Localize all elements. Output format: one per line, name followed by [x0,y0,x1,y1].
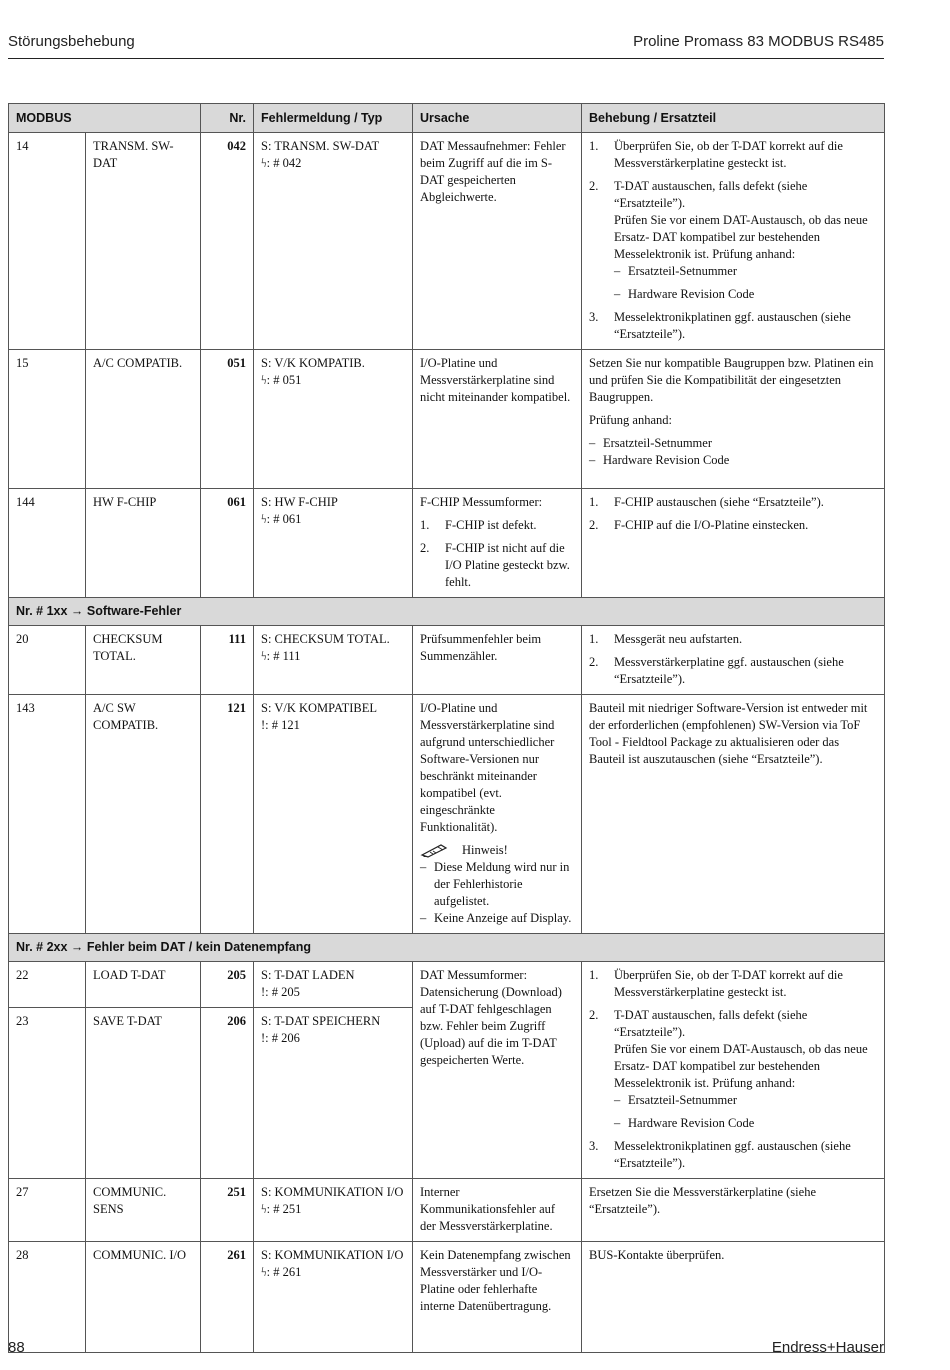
list-item: – Diese Meldung wird nur in der Fehlerhistorie aufgelistet. [420,859,574,910]
table-row [9,350,885,489]
cause-text: Interner Kommunikationsfehler auf der Messverstärkerplatine. [413,1178,582,1241]
modbus-code: 144 [9,488,86,597]
modbus-name: COMMUNIC. SENS [86,1178,201,1241]
cause-text: DAT Messumformer: Datensicherung (Download) auf T-DAT fehlgeschlagen bzw. Fehler beim Zugriff (Upload) auf die im T-DAT gespeicherten Werte. [413,961,582,1178]
message-text: S: T-DAT LADEN [261,967,355,982]
modbus-code: 20 [9,625,86,694]
col-header-nr: Nr. [201,104,254,133]
modbus-code: 28 [9,1241,86,1352]
error-number: 042 [227,139,246,153]
cause-text: DAT Messaufnehmer: Fehler beim Zugriff auf die im S-DAT gespeicherten Abgleichwerte. [413,133,582,350]
modbus-name: A/C SW COMPATIB. [86,694,201,933]
sub-list [589,435,877,469]
message-type: ϟ: # 051 [261,373,302,387]
cause-text: I/O-Platine und Messverstärkerplatine sind nicht miteinander kompatibel. [413,350,582,489]
remedy-text: Prüfung anhand: [589,413,672,427]
list-item: 2. T-DAT austauschen, falls defekt (siehe “Ersatzteile”). Prüfen Sie vor einem DAT-Austausch, ob das neue Ersatz- DAT kompatibel zur bestehenden Messelektronik ist. Prüfung anhand: – Ersatzteil-Setnummer – Hardware Revision Code [589,178,877,303]
sub-list [614,1092,877,1132]
list-item: – Ersatzteil-Setnummer [589,435,877,452]
col-header-modbus: MODBUS [9,104,201,133]
section-row [9,933,885,961]
message-text: S: KOMMUNIKATION I/O [261,1184,404,1199]
section-heading-dat: Nr. # 2xx → Fehler beim DAT / kein Datenempfang [9,933,885,961]
remedy-list [589,967,877,1172]
col-header-cause: Ursache [413,104,582,133]
message-type: !: # 121 [261,717,300,732]
note-list [420,859,574,927]
remedy-list [589,631,877,688]
modbus-code: 14 [9,133,86,350]
message-type: ϟ: # 111 [261,648,301,663]
table-row [9,1178,885,1241]
modbus-code: 22 [9,961,86,1008]
note-label: Hinweis! [462,842,508,857]
table-row [9,1241,885,1352]
list-item: 1. F-CHIP ist defekt. [420,517,537,532]
remedy-text: Bauteil mit niedriger Software-Version ist entweder mit der erforderlichen (empfohlenen) SW-Version via ToF Tool - Fieldtool Package zu aktualisieren oder das Bauteil ist auszutauschen (siehe “Ersatzteile”). [582,694,885,933]
modbus-name: A/C COMPATIB. [86,350,201,489]
page-header [8,32,884,59]
modbus-name: CHECKSUM TOTAL. [86,625,201,694]
message-type: ϟ: # 251 [261,1201,302,1216]
list-item: 1. Messgerät neu aufstarten. [589,631,743,646]
list-item: – Keine Anzeige auf Display. [420,910,574,927]
list-item: 3. Messelektronikplatinen ggf. austauschen (siehe “Ersatzteile”). [589,1138,851,1170]
note-heading [420,842,574,859]
cause-text: F-CHIP Messumformer: [420,494,543,509]
col-header-message: Fehlermeldung / Typ [254,104,413,133]
modbus-name: HW F-CHIP [86,488,201,597]
list-item: – Ersatzteil-Setnummer [614,263,877,280]
table-row [9,488,885,597]
error-number: 051 [227,356,246,370]
error-number: 061 [227,494,246,509]
cause-list [420,517,574,591]
list-item: – Ersatzteil-Setnummer [614,1092,877,1109]
message-text: S: CHECKSUM TOTAL. [261,631,390,646]
error-number: 111 [228,631,246,646]
error-number: 261 [227,1247,246,1262]
list-item: 1. F-CHIP austauschen (siehe “Ersatzteile”). [589,494,824,509]
list-item: 2. T-DAT austauschen, falls defekt (siehe “Ersatzteile”). Prüfen Sie vor einem DAT-Austausch, ob das neue Ersatz- DAT kompatibel zur bestehenden Messelektronik ist. Prüfung anhand: – Ersatzteil-Setnummer – Hardware Revision Code [589,1007,877,1132]
section-row [9,597,885,625]
table-row [9,625,885,694]
message-text: S: V/K KOMPATIBEL [261,700,377,715]
modbus-code: 23 [9,1008,86,1178]
remedy-list [589,138,877,343]
pencil-note-icon [420,842,450,858]
list-item: – Hardware Revision Code [614,286,877,303]
modbus-code: 27 [9,1178,86,1241]
list-item: 2. F-CHIP auf die I/O-Platine einstecken. [589,517,809,532]
remedy-text: Setzen Sie nur kompatible Baugruppen bzw. Platinen ein und prüfen Sie die Kompatibilität der eingesetzten Baugruppen. [589,356,874,404]
message-type: ϟ: # 261 [261,1264,302,1279]
modbus-code: 143 [9,694,86,933]
message-text: S: KOMMUNIKATION I/O [261,1247,404,1262]
brand-name: Endress+Hauser [771,1339,884,1356]
modbus-name: LOAD T-DAT [86,961,201,1008]
modbus-name: COMMUNIC. I/O [86,1241,201,1352]
remedy-text: Ersetzen Sie die Messverstärkerplatine (siehe “Ersatzteile”). [582,1178,885,1241]
error-number: 121 [227,700,246,715]
list-item: – Hardware Revision Code [589,452,877,469]
page-number: 88 [8,1339,25,1356]
message-type: ϟ: # 061 [261,511,302,526]
col-header-remedy: Behebung / Ersatzteil [582,104,885,133]
remedy-text: BUS-Kontakte überprüfen. [582,1241,885,1352]
modbus-name: TRANSM. SW-DAT [86,133,201,350]
section-heading-software: Nr. # 1xx → Software-Fehler [9,597,885,625]
table-row [9,961,885,1008]
message-type: ϟ: # 042 [261,156,302,170]
list-item: 1. Überprüfen Sie, ob der T-DAT korrekt auf die Messverstärkerplatine gesteckt ist. [589,967,843,999]
sub-list [614,263,877,303]
message-text: S: V/K KOMPATIB. [261,356,365,370]
list-item: 2. F-CHIP ist nicht auf die I/O Platine gesteckt bzw. fehlt. [420,540,570,589]
header-chapter-title: Störungsbehebung [8,33,135,50]
cause-text: Prüfsummenfehler beim Summenzähler. [413,625,582,694]
message-text: S: TRANSM. SW-DAT [261,139,380,153]
error-table [8,103,885,1353]
remedy-list [589,494,877,534]
list-item: – Hardware Revision Code [614,1115,877,1132]
error-number: 251 [227,1184,246,1199]
list-item: 2. Messverstärkerplatine ggf. austauschen (siehe “Ersatzteile”). [589,654,844,686]
message-text: S: T-DAT SPEICHERN [261,1014,381,1029]
table-header-row [9,104,885,133]
message-type: !: # 206 [261,1031,300,1046]
list-item: 1. Überprüfen Sie, ob der T-DAT korrekt auf die Messverstärkerplatine gesteckt ist. [589,139,843,170]
cause-text: I/O-Platine und Messverstärkerplatine sind aufgrund unterschiedlicher Software-Versionen nur beschränkt miteinander kompatibel (evt. eingeschränkte Funktionalität). [420,700,555,834]
cause-text: Kein Datenempfang zwischen Messverstärker und I/O-Platine oder fehlerhafte interne Datenübertragung. [413,1241,582,1352]
modbus-name: SAVE T-DAT [86,1008,201,1178]
message-type: !: # 205 [261,984,300,999]
error-number: 206 [227,1014,246,1029]
header-document-title: Proline Promass 83 MODBUS RS485 [633,33,884,50]
table-row [9,694,885,933]
error-number: 205 [227,967,246,982]
modbus-code: 15 [9,350,86,489]
message-text: S: HW F-CHIP [261,494,338,509]
table-row [9,133,885,350]
list-item: 3. Messelektronikplatinen ggf. austauschen (siehe “Ersatzteile”). [589,310,851,341]
